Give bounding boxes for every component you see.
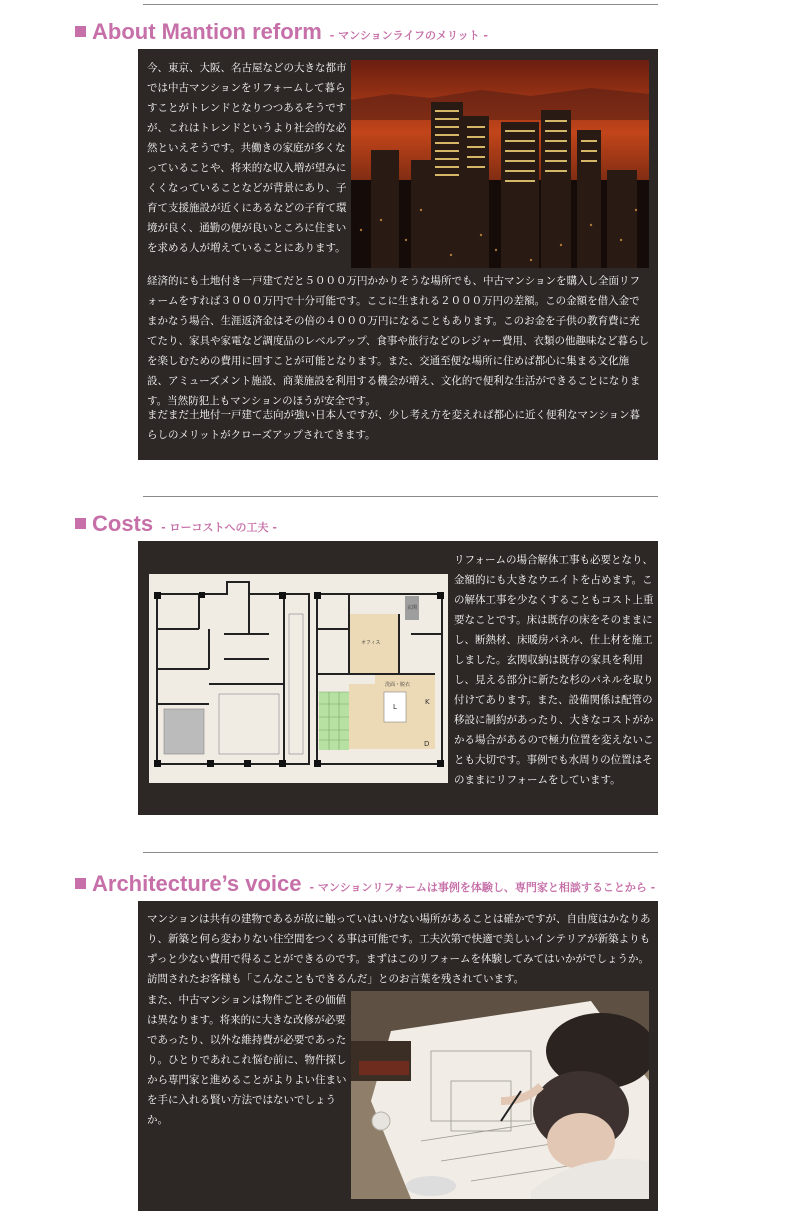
plan-after [314, 592, 444, 767]
voice-title: Architecture’s voice [92, 871, 302, 896]
about-text-side: 今、東京、大阪、名古屋などの大きな都市では中古マンションをリフォームして暮らすことがトレンドとなりつつあるそうですが、これはトレンドというより社会的な必然といえそうです。共働きの家庭が多くなっていることや、将来的な収入増が望みにくくなっていることなどが背景にあり、子育て支援施設が近くにあるなどの子育て環境が良く、通勤の便が良いところに住まいを求める人が増えていることにあります。 [147, 62, 347, 254]
about-panel [138, 49, 658, 460]
voice-text-side: また、中古マンションは物件ごとその価値は異なります。将来的に大きな改修が必要であったり、以外な維持費が必要であったり。ひとりであれこれ悩む前に、物件探しから専門家と進めることがよりよい住まいを手に入れる賢い方法ではないでしょうか。 [147, 994, 347, 1126]
about-text-full-2: まだまだ土地付一戸建て志向が強い日本人ですが、少し考え方を変えれば都心に近く便利なマンション暮らしのメリットがクローズアップされてきます。 [147, 409, 641, 441]
about-heading [75, 19, 488, 45]
heading-square-icon [75, 26, 86, 37]
city-night-photo [351, 60, 649, 268]
plan-label-office: オフィス [361, 640, 381, 646]
costs-divider [143, 496, 658, 497]
voice-subtitle: - マンションリフォームは事例を体験し、専門家と相談することから - [309, 881, 656, 894]
plan-label-k: K [425, 698, 430, 706]
city-skyline-image [351, 60, 649, 268]
plan-label-d: D [424, 740, 430, 748]
voice-heading [75, 871, 655, 897]
plan-label-washroom: 洗面・脱衣 [385, 682, 411, 688]
costs-title: Costs [92, 511, 154, 536]
people-reviewing-plans-image [351, 991, 649, 1199]
about-text-full-1: 経済的にも土地付き一戸建てだと５０００万円かかりそうな場所でも、中古マンションを購入し全面リフォームをすれば３０００万円で十分可能です。ここに生まれる２０００万円の差額。この金額を借入金でまかなう場合、生涯返済金はその倍の４０００万円になることもあります。このお金を子供の教育費に充てたり、家具や家電など調度品のレベルアップ、食事や旅行などのレジャー費用、衣類の他趣味など暮らしを楽しむための費用に回すことが可能となります。また、交通至便な場所に住めば都心に集まる文化施設、アミューズメント施設、商業施設を利用する機会が増え、文化的で便利な生活ができることになります。当然防犯上もマンションのほうが安全です。 [147, 275, 649, 407]
costs-heading [75, 511, 277, 537]
voice-panel [138, 901, 658, 1211]
costs-subtitle: - ローコストへの工夫 - [161, 521, 277, 534]
plan-label-entrance: 玄関 [407, 605, 418, 611]
floor-plan-image [149, 574, 448, 783]
top-divider [143, 4, 658, 5]
about-subtitle: - マンションライフのメリット - [329, 29, 488, 42]
costs-text: リフォームの場合解体工事も必要となり、金額的にも大きなウエイトを占めます。この解体工事を少なくすることもコスト上重要なことです。床は既存の床をそのままにし、断熱材、床暖房パネル、仕上材を施工しました。玄関収納は既存の家具を利用し、見える部分に新たな杉のパネルを取り付けてあります。また、設備関係は配管の移設に制約があったり、大きなコストがかかる場合があるので極力位置を変えないことも大切です。事例でも水周りの位置はそのままにリフォームをしています。 [454, 554, 654, 786]
costs-panel [138, 541, 658, 815]
heading-square-icon [75, 878, 86, 889]
heading-square-icon [75, 518, 86, 529]
about-title: About Mantion reform [92, 19, 322, 44]
plan-label-l: L [393, 703, 397, 711]
consultation-photo [351, 991, 649, 1199]
voice-text-top: マンションは共有の建物であるが故に触っていはいけない場所があることは確かですが、自由度はかなりあり、新築と何ら変わりない住空間をつくる事は可能です。工夫次第で快適で美しいインテリアが新築よりもずっと少ない費用で得ることができるのです。まずはこのリフォームを体験してみてはいかがでしょうか。訪問されたお客様も「こんなこともできるんだ」とのお言葉を残されています。 [147, 913, 651, 985]
voice-divider [143, 852, 658, 853]
